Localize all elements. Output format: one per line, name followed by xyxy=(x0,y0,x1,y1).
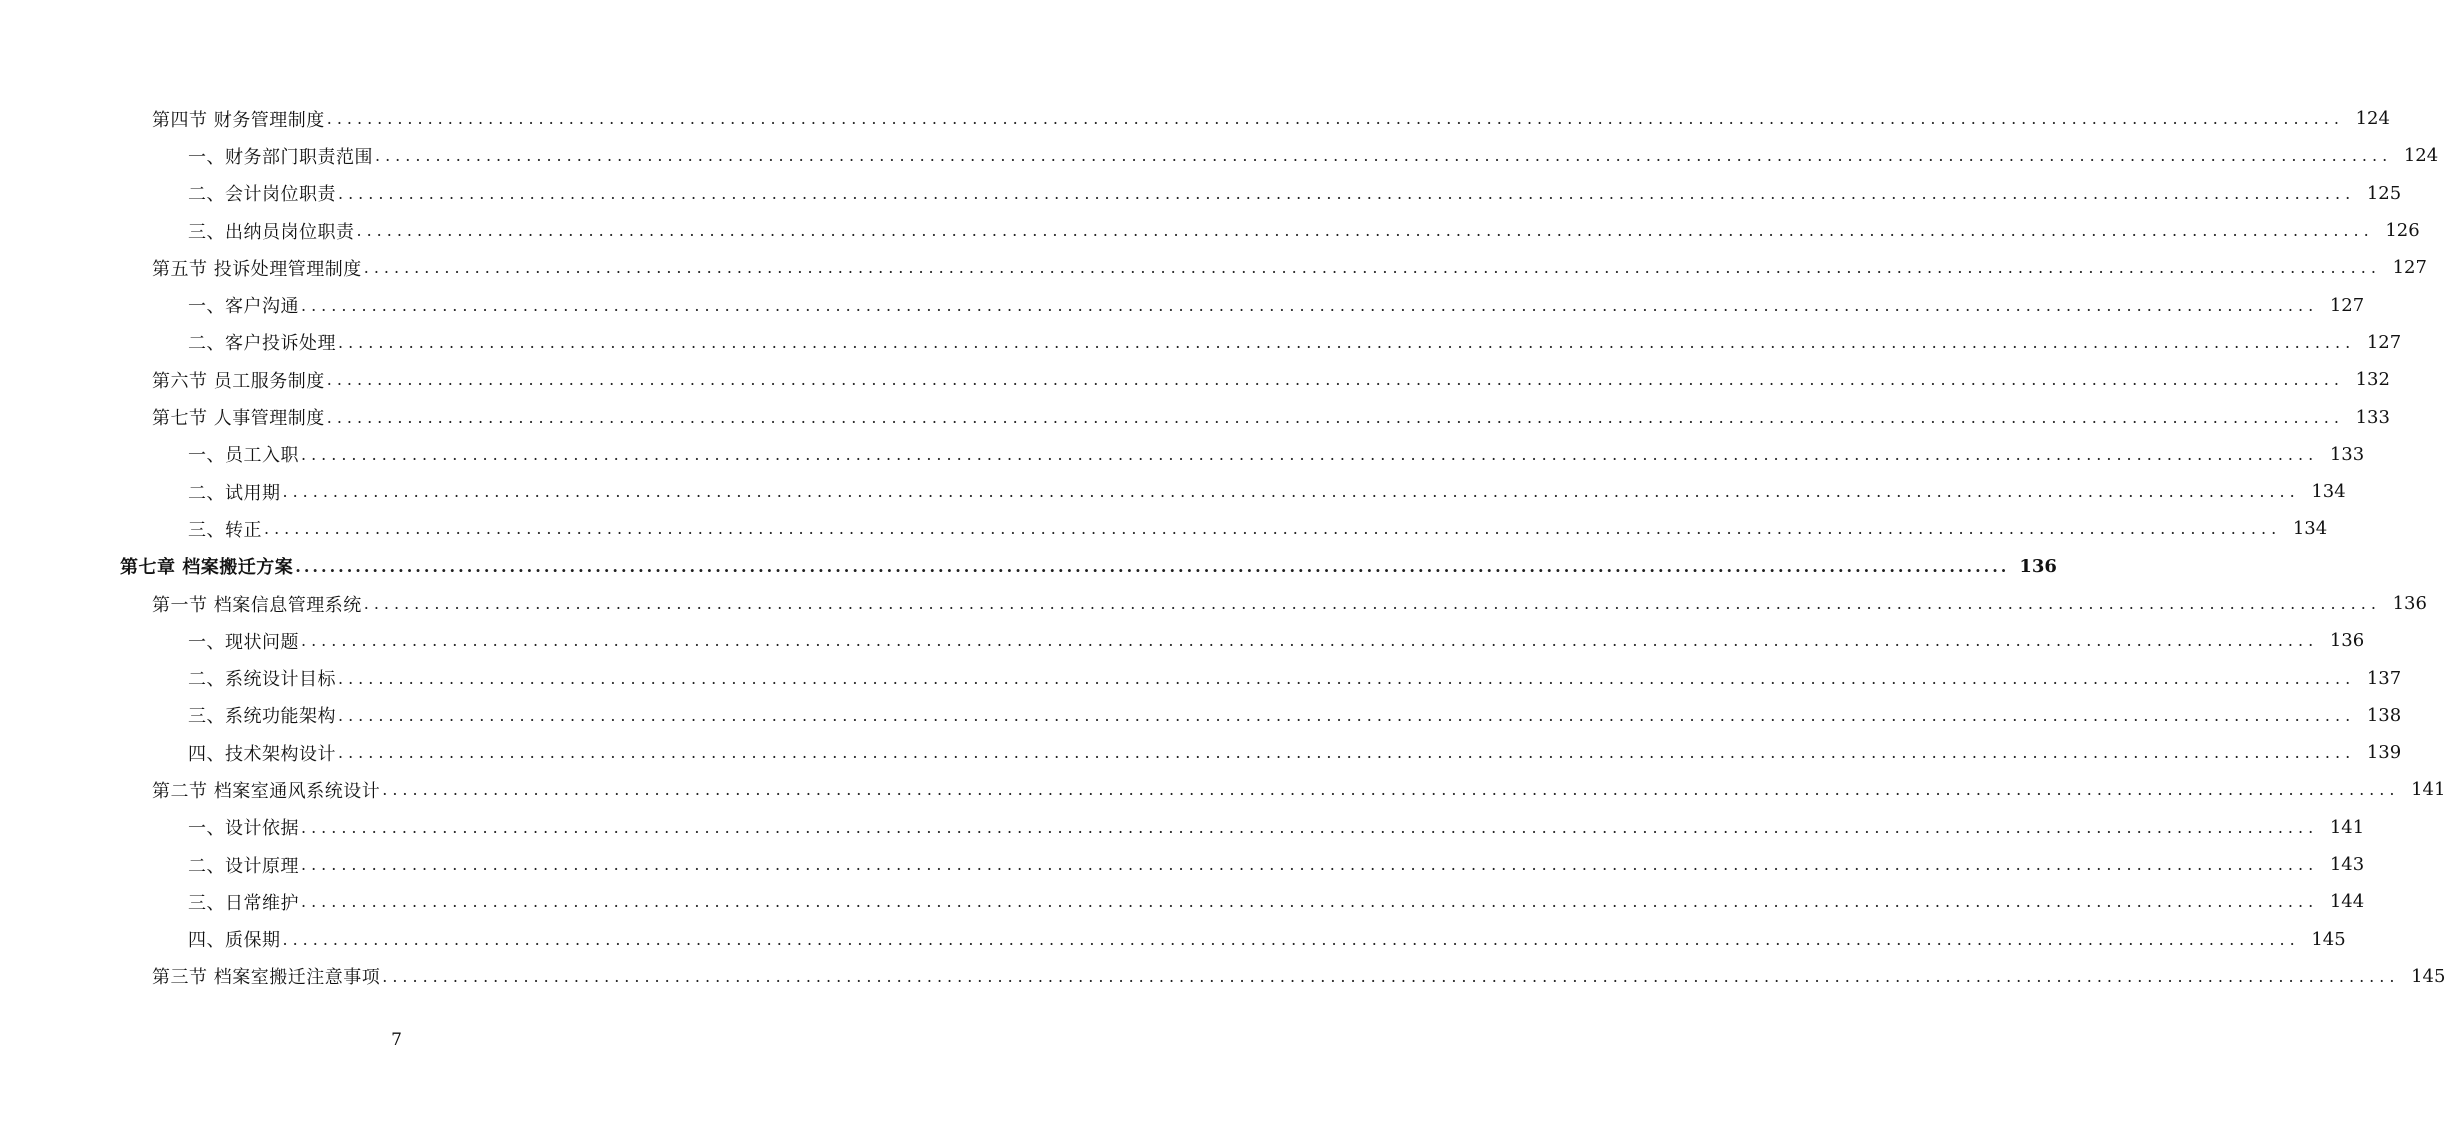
toc-entry-title: 第二节 档案室通风系统设计 xyxy=(152,780,381,802)
toc-entry[interactable] xyxy=(0,548,2057,585)
toc-entry[interactable] xyxy=(0,697,2402,734)
toc-entry[interactable] xyxy=(0,585,2427,622)
toc-entry-title: 第七章 档案搬迁方案 xyxy=(120,557,294,579)
dot-leader: ........................................................................................................................................................................................................ xyxy=(301,295,2319,315)
toc-entry[interactable] xyxy=(0,249,2427,286)
toc-entry-page: 141 xyxy=(2329,816,2365,838)
toc-entry-page: 143 xyxy=(2329,854,2365,876)
dot-leader: ........................................................................................................................................................................................................ xyxy=(338,332,2356,352)
toc-entry[interactable] xyxy=(0,100,2390,137)
toc-entry-title: 一、现状问题 xyxy=(188,631,299,653)
dot-leader: ........................................................................................................................................................................................................ xyxy=(382,780,2400,800)
toc-entry-title: 第六节 员工服务制度 xyxy=(152,370,325,392)
toc-entry[interactable] xyxy=(0,846,2365,883)
toc-entry-title: 第一节 档案信息管理系统 xyxy=(152,594,362,616)
toc-entry[interactable] xyxy=(0,436,2365,473)
toc-entry-page: 136 xyxy=(2019,555,2057,577)
dot-leader: ........................................................................................................................................................................................................ xyxy=(301,817,2319,837)
toc-entry[interactable] xyxy=(0,958,2445,995)
dot-leader: ........................................................................................................................................................................................................ xyxy=(301,444,2319,464)
toc-entry-title: 二、试用期 xyxy=(188,482,281,504)
toc-entry[interactable] xyxy=(0,175,2402,212)
toc-entry-page: 141 xyxy=(2411,779,2445,801)
toc-entry[interactable] xyxy=(0,473,2346,510)
dot-leader: ........................................................................................................................................................................................................ xyxy=(301,892,2319,912)
toc-entry-page: 126 xyxy=(2385,220,2420,242)
toc-entry[interactable] xyxy=(0,809,2365,846)
dot-leader: ........................................................................................................................................................................................................ xyxy=(282,482,2300,502)
toc-entry[interactable] xyxy=(0,883,2365,920)
toc-entry[interactable] xyxy=(0,324,2402,361)
toc-entry-title: 二、系统设计目标 xyxy=(188,669,336,691)
toc-entry-page: 127 xyxy=(2366,331,2402,353)
toc-entry-page: 132 xyxy=(2355,369,2390,391)
dot-leader: ........................................................................................................................................................................................................ xyxy=(356,221,2374,241)
toc-entry-page: 145 xyxy=(2411,965,2445,987)
dot-leader: ........................................................................................................................................................................................................ xyxy=(326,109,2344,129)
toc-entry-page: 139 xyxy=(2366,742,2402,764)
toc-entry[interactable] xyxy=(0,286,2365,323)
dot-leader: ........................................................................................................................................................................................................ xyxy=(338,183,2356,203)
toc-entry[interactable] xyxy=(0,771,2445,808)
dot-leader: ........................................................................................................................................................................................................ xyxy=(338,668,2356,688)
toc-entry-title: 二、设计原理 xyxy=(188,855,299,877)
toc-entry-title: 一、财务部门职责范围 xyxy=(188,146,373,168)
toc-entry-page: 133 xyxy=(2329,443,2365,465)
toc-entry-title: 一、客户沟通 xyxy=(188,296,299,318)
toc-entry-page: 127 xyxy=(2392,257,2427,279)
dot-leader: ........................................................................................................................................................................................................ xyxy=(375,146,2393,166)
toc-entry-page: 124 xyxy=(2403,145,2439,167)
toc-entry-page: 137 xyxy=(2366,667,2402,689)
toc-entry-page: 144 xyxy=(2329,891,2365,913)
page-number: 7 xyxy=(391,1030,402,1050)
toc-entry[interactable] xyxy=(0,659,2402,696)
toc-entry-title: 一、设计依据 xyxy=(188,818,299,840)
dot-leader: ........................................................................................................................................................................................................ xyxy=(363,258,2381,278)
toc-entry-title: 一、员工入职 xyxy=(188,445,299,467)
toc-entry-title: 第三节 档案室搬迁注意事项 xyxy=(152,967,381,989)
dot-leader: ........................................................................................................................................................................................................ xyxy=(382,966,2400,986)
dot-leader: ........................................................................................................................................................................................................ xyxy=(295,556,2010,576)
toc-entry[interactable] xyxy=(0,398,2390,435)
toc-entry[interactable] xyxy=(0,212,2420,249)
toc-entry-page: 145 xyxy=(2311,928,2346,950)
dot-leader: ........................................................................................................................................................................................................ xyxy=(363,594,2381,613)
toc-entry-page: 124 xyxy=(2355,108,2390,130)
toc-entry-title: 第五节 投诉处理管理制度 xyxy=(152,258,362,280)
toc-entry[interactable] xyxy=(0,137,2439,174)
toc-entry-title: 四、技术架构设计 xyxy=(188,743,336,765)
toc-entry-page: 136 xyxy=(2392,593,2427,614)
toc-entry-page: 134 xyxy=(2311,481,2346,503)
table-of-contents xyxy=(0,100,2445,995)
dot-leader: ........................................................................................................................................................................................................ xyxy=(326,407,2344,427)
toc-entry-page: 127 xyxy=(2329,294,2365,316)
toc-entry[interactable] xyxy=(0,622,2365,659)
dot-leader: ........................................................................................................................................................................................................ xyxy=(264,519,2282,539)
toc-entry-page: 138 xyxy=(2366,704,2402,726)
toc-entry-page: 125 xyxy=(2366,182,2402,204)
dot-leader: ........................................................................................................................................................................................................ xyxy=(301,631,2319,651)
dot-leader: ........................................................................................................................................................................................................ xyxy=(326,370,2344,390)
toc-entry-page: 134 xyxy=(2292,518,2328,540)
toc-entry-title: 三、日常维护 xyxy=(188,892,299,914)
toc-entry[interactable] xyxy=(0,921,2346,958)
dot-leader: ........................................................................................................................................................................................................ xyxy=(338,743,2356,763)
toc-entry-title: 三、系统功能架构 xyxy=(188,706,336,728)
toc-entry-title: 第四节 财务管理制度 xyxy=(152,109,325,131)
toc-entry-title: 四、质保期 xyxy=(188,930,281,952)
toc-entry-title: 二、客户投诉处理 xyxy=(188,333,336,355)
dot-leader: ........................................................................................................................................................................................................ xyxy=(301,855,2319,875)
toc-entry-title: 二、会计岗位职责 xyxy=(188,184,336,206)
toc-entry-title: 三、转正 xyxy=(188,519,262,541)
toc-entry-title: 三、出纳员岗位职责 xyxy=(188,221,355,243)
toc-entry[interactable] xyxy=(0,361,2390,398)
dot-leader: ........................................................................................................................................................................................................ xyxy=(338,705,2356,725)
toc-entry[interactable] xyxy=(0,510,2328,547)
toc-entry-page: 133 xyxy=(2355,406,2390,428)
toc-entry[interactable] xyxy=(0,734,2402,771)
dot-leader: ........................................................................................................................................................................................................ xyxy=(282,929,2300,949)
toc-entry-title: 第七节 人事管理制度 xyxy=(152,408,325,430)
toc-entry-page: 136 xyxy=(2329,630,2365,652)
